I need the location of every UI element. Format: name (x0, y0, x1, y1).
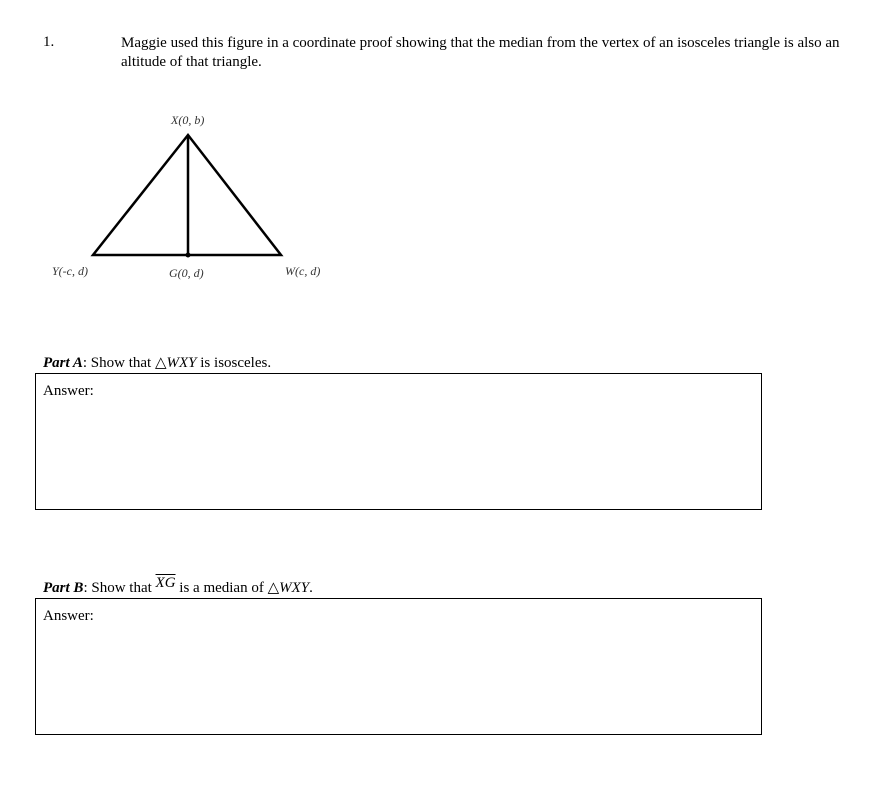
part-b-triangle-symbol: △ (267, 580, 280, 596)
part-b-answer-box[interactable] (35, 598, 762, 735)
part-a-triangle-name: WXY (166, 355, 197, 371)
part-b-segment: $\overline{XG}$ (155, 575, 176, 591)
point-g (186, 253, 191, 258)
part-a-text-after: is isosceles. (196, 355, 272, 371)
part-b-name: Part B (43, 580, 84, 596)
part-a-answer-label: Answer: (43, 383, 94, 399)
part-b-answer-label: Answer: (43, 608, 94, 624)
part-b-label (43, 575, 313, 597)
part-a-triangle-symbol: △ (154, 355, 167, 371)
part-b-text-after: . (309, 580, 313, 596)
part-a-text-before: : Show that (82, 355, 155, 371)
part-a-label (43, 353, 271, 372)
question-number: 1. (43, 34, 55, 50)
part-a-answer-box[interactable] (35, 373, 762, 510)
label-w: W(c, d) (285, 264, 321, 278)
part-b-text-mid: is a median of (175, 580, 268, 596)
part-b-triangle-name: WXY (279, 580, 310, 596)
label-x: X(0, b) (171, 113, 205, 127)
part-a-name: Part A (43, 355, 83, 371)
label-y: Y(-c, d) (52, 264, 88, 278)
triangle-figure (40, 105, 360, 295)
label-g: G(0, d) (169, 266, 204, 280)
question-prompt: Maggie used this figure in a coordinate proof showing that the median from the vertex of an isosceles triangle is also an altitude of that triangle. (121, 35, 840, 70)
part-b-text-before: : Show that (83, 580, 156, 596)
